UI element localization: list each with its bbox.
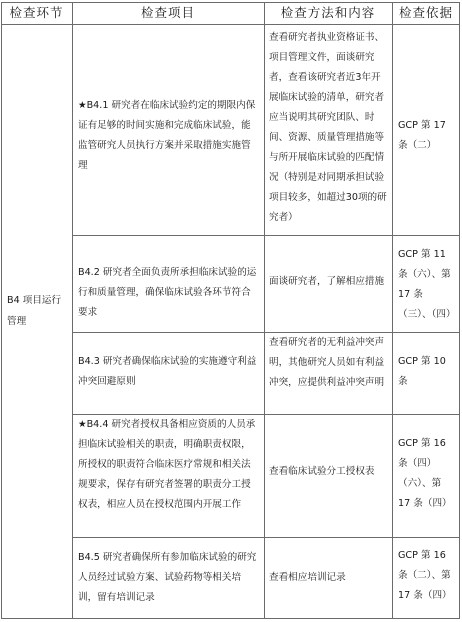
basis-b4-3: GCP 第 10 条 — [398, 356, 446, 387]
item-b4-2: B4.2 研究者全面负责所承担临床试验的运行和质量管理，确保临床试验各环节符合要求 — [78, 267, 257, 318]
method-b4-1: 查看研究者执业资格证书、项目管理文件，面谈研究者，查看该研究者近3年开展临床试验的清单，研究者应当说明其研究团队、时间、资源、质量管理措施等与所开展临床试验的匹配情况（特别是对同期承担试验项目较多，如超过30项的研究者） — [269, 32, 387, 223]
method-b4-4: 查看临床试验分工授权表 — [269, 466, 375, 477]
method-b4-5: 查看相应培训记录 — [269, 572, 346, 583]
item-b4-5: B4.5 研究者确保所有参加临床试验的研究人员经过试验方案、试验药物等相关培训，留有培训记录 — [78, 552, 257, 603]
basis-b4-1: GCP 第 17 条（二） — [398, 120, 446, 151]
basis-b4-2: GCP 第 11 条（六）、第 17 条（三）、（四） — [398, 249, 456, 320]
row-divider — [72, 537, 460, 538]
basis-b4-4: GCP 第 16 条（四）（六）、第 17 条（四） — [398, 438, 452, 509]
item-b4-4: ★B4.4 研究者授权具备相应资质的人员承担临床试验相关的职责，明确职责权限，所授权的职责符合临床医疗常规和相关法规要求，保存有研究者签署的职责分工授权表，相应人员在授权范围内开展工作 — [78, 419, 256, 510]
phase-label: B4 项目运行管理 — [7, 295, 62, 327]
item-b4-1: ★B4.1 研究者在临床试验约定的期限内保证有足够的时间实施和完成临床试验，能监管研究人员执行方案并采取措施实施管理 — [78, 100, 256, 171]
header-item: 检查项目 — [140, 5, 195, 20]
method-b4-3: 查看研究者的无利益冲突声明，其他研究人员如有利益冲突，应提供利益冲突声明 — [269, 337, 385, 388]
basis-b4-5: GCP 第 16 条（二）、第 17 条（四） — [398, 550, 452, 601]
header-method: 检查方法和内容 — [280, 5, 376, 20]
header-basis: 检查依据 — [398, 5, 453, 20]
row-divider — [72, 235, 460, 236]
method-b4-2: 面谈研究者，了解相应措施 — [269, 276, 385, 287]
item-b4-3: B4.3 研究者确保临床试验的实施遵守利益冲突回避原则 — [78, 356, 257, 387]
inspection-table — [1, 2, 460, 619]
header-phase: 检查环节 — [9, 5, 64, 20]
